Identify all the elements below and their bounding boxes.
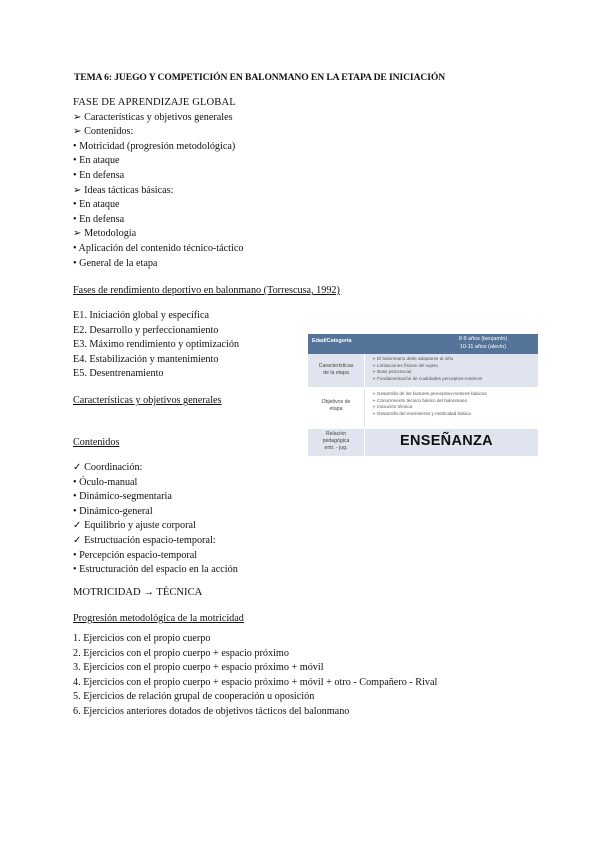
contents-line: • Percepción espacio-temporal xyxy=(73,549,198,561)
table-row-label xyxy=(308,399,364,413)
motricity-technique-line: MOTRICIDAD → TÉCNICA xyxy=(73,587,203,598)
outline-line: • En defensa xyxy=(73,169,125,181)
progression-item: 4. Ejercicios con el propio cuerpo + espacio próximo + móvil + otro - Compañero - Rival xyxy=(73,676,438,688)
table-row-label xyxy=(308,363,364,377)
progression-item: 1. Ejercicios con el propio cuerpo xyxy=(73,633,211,644)
table-row-label-line: Objetivos de xyxy=(321,399,351,405)
table-header-categories xyxy=(438,335,528,351)
contents-line: • Dinámico-general xyxy=(73,505,153,517)
progression-item: 2. Ejercicios con el propio cuerpo + espacio próximo xyxy=(73,647,289,659)
contents-heading: Contenidos xyxy=(73,437,120,448)
table-row-item: ➢ Desarrollo de los factores perceptivo-motores básicos xyxy=(372,391,487,396)
table-pedagogy-value: ENSEÑANZA xyxy=(400,433,493,449)
table-row-item: ➢ Limitaciones físicas del sujeto xyxy=(372,362,438,368)
table-row-item: ➢ Conocimiento técnico básico del balonmano xyxy=(372,397,468,403)
characteristics-heading: Características y objetivos generales xyxy=(73,395,222,406)
outline-line: • En ataque xyxy=(73,155,120,167)
outline-line: • En ataque xyxy=(73,199,120,211)
table-row-items xyxy=(372,391,487,417)
table-row-label xyxy=(308,431,364,452)
contents-line: ✓ Estructuación espacio-temporal: xyxy=(73,534,216,546)
table-row-items xyxy=(372,356,482,382)
table-row-pedagogy xyxy=(308,429,538,456)
table-row-label-line: de la etapa xyxy=(323,370,349,376)
outline-line: • Motricidad (progresión metodológica) xyxy=(73,140,236,152)
table-row-label-line: pedagógica xyxy=(322,438,350,444)
table-divider xyxy=(364,354,365,387)
table-divider xyxy=(364,429,365,456)
table-header xyxy=(308,334,538,354)
phases-heading: Fases de rendimiento deportivo en balonmano (Torrescusa, 1992) xyxy=(73,285,340,296)
phase-item: E3. Máximo rendimiento y optimización xyxy=(73,339,240,351)
outline-line: ➢ Características y objetivos generales xyxy=(73,111,233,123)
outline-line: • Aplicación del contenido técnico-táctico xyxy=(73,242,244,254)
outline-section xyxy=(73,96,243,271)
table-row-item: ➢ Fundamentación de cualidades perceptivo-motrices xyxy=(372,375,483,381)
contents-list xyxy=(73,461,238,578)
contents-line: ✓ Coordinación: xyxy=(73,462,143,473)
table-row-item: ➢ Desarrollo del movimiento y motricidad básica xyxy=(372,410,471,416)
table-row-objectives xyxy=(308,388,538,428)
progression-item: 3. Ejercicios con el propio cuerpo + espacio próximo + móvil xyxy=(73,662,324,674)
contents-line: • Óculo-manual xyxy=(73,476,138,488)
table-header-age: Edad/Categoría xyxy=(312,338,352,344)
outline-line: ➢ Ideas tácticas básicas: xyxy=(73,184,174,196)
table-header-category: 10-11 años (alevín) xyxy=(459,344,507,350)
table-row-label-line: etapa xyxy=(329,406,343,412)
outline-line: ➢ Contenidos: xyxy=(73,126,134,138)
phase-item: E1. Iniciación global y específica xyxy=(73,310,210,321)
document-title: TEMA 6: JUEGO Y COMPETICIÓN EN BALONMANO EN LA ETAPA DE INICIACIÓN xyxy=(74,72,446,83)
table-row-item: ➢ El balonmano debe adaptarse al niño xyxy=(372,356,454,361)
outline-line: • En defensa xyxy=(73,213,125,225)
table-row-label-line: Características xyxy=(318,363,354,369)
table-row-item: ➢ Base psicosocial xyxy=(372,369,412,375)
progression-item: 5. Ejercicios de relación grupal de cooperación u oposición xyxy=(73,691,315,703)
table-header-category: 8-9 años (benjamín) xyxy=(458,336,508,342)
stage-table xyxy=(308,334,538,456)
outline-line: • General de la etapa xyxy=(73,257,158,269)
outline-heading: FASE DE APRENDIZAJE GLOBAL xyxy=(73,97,236,108)
table-row-label-line: Relación xyxy=(325,431,347,437)
progression-item: 6. Ejercicios anteriores dotados de objetivos tácticos del balonmano xyxy=(73,705,350,717)
contents-line: ✓ Equilibrio y ajuste corporal xyxy=(73,520,196,532)
contents-line: • Dinámico-segmentaria xyxy=(73,491,172,503)
phase-item: E5. Desentrenamiento xyxy=(73,368,164,380)
table-divider xyxy=(364,388,365,428)
progression-heading: Progresión metodológica de la motricidad xyxy=(73,613,244,624)
table-row-characteristics xyxy=(308,354,538,387)
contents-line: • Estructuración del espacio en la acción xyxy=(73,564,238,576)
outline-line: ➢ Metodología xyxy=(73,228,137,240)
progression-list xyxy=(73,632,437,720)
table-row-item: ➢ Iniciación técnica xyxy=(372,404,413,410)
phase-item: E2. Desarrollo y perfeccionamiento xyxy=(73,324,219,336)
phases-list xyxy=(73,309,239,382)
phase-item: E4. Estabilización y mantenimiento xyxy=(73,353,219,365)
table-row-label-line: entr. - jug. xyxy=(324,445,348,451)
